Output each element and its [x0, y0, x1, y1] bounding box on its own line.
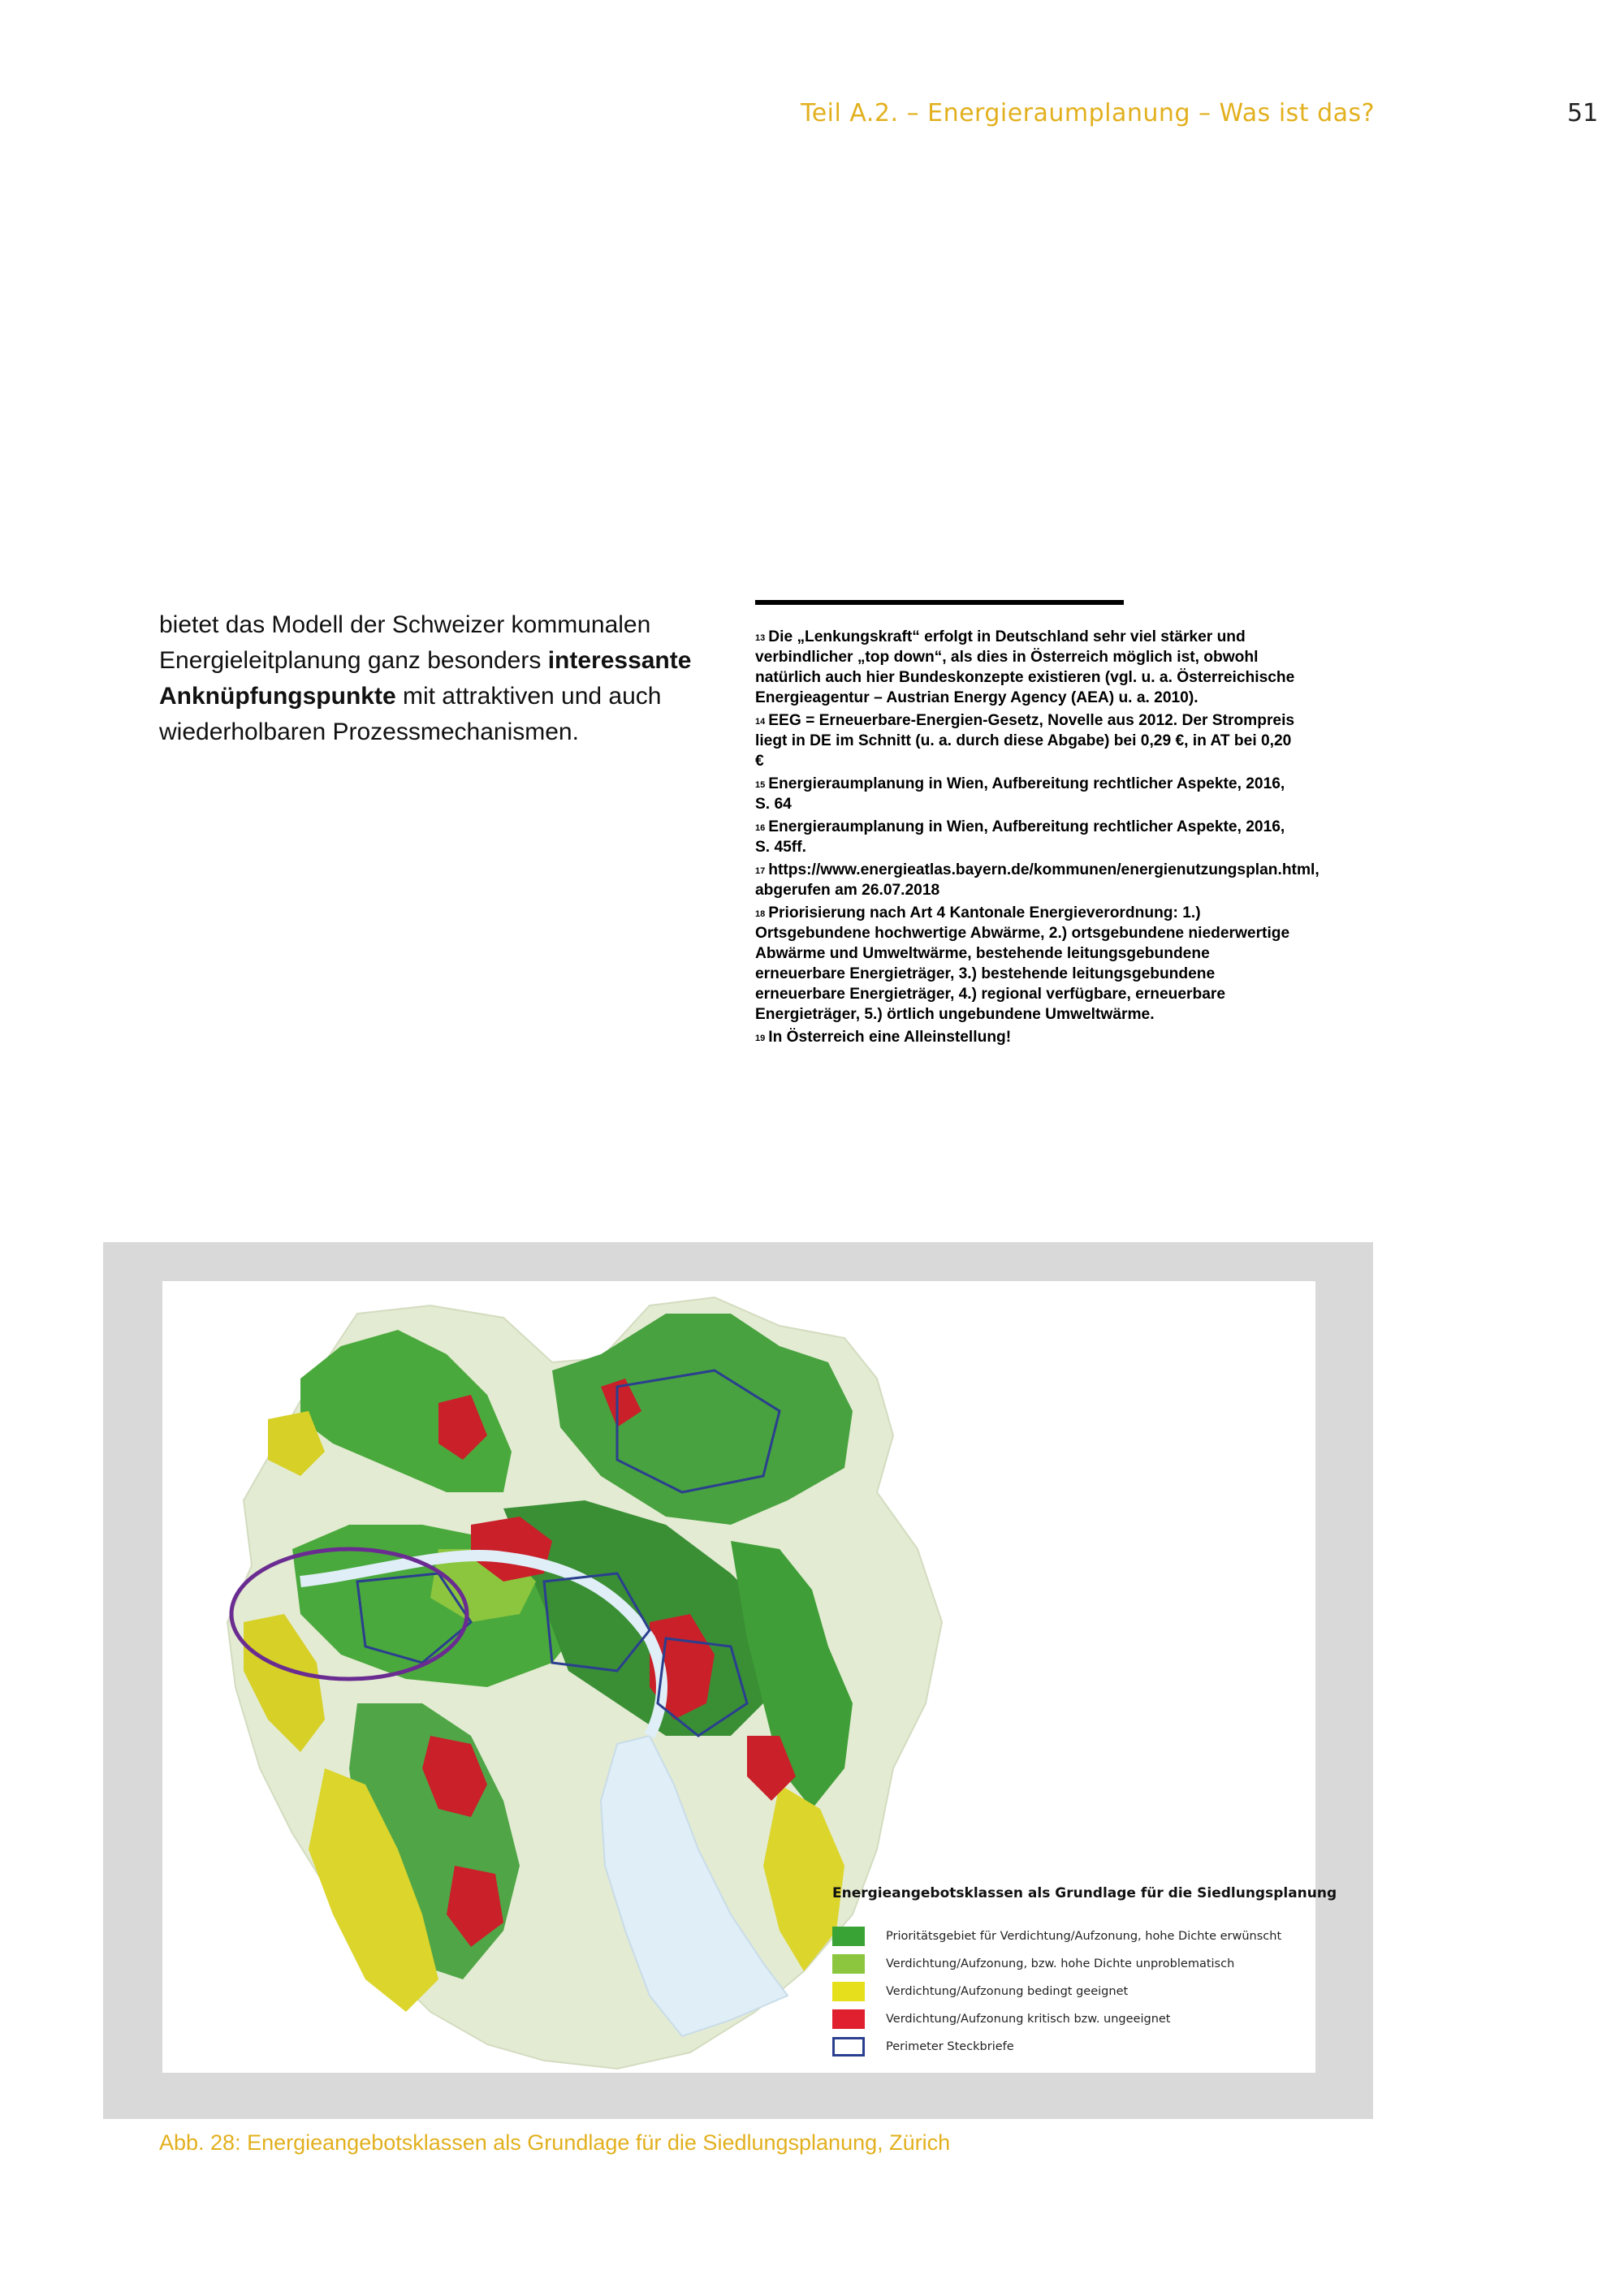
legend-swatch — [832, 1982, 865, 2001]
footnote-text: Priorisierung nach Art 4 Kantonale Energieverordnung: 1.) Ortsgebundene hochwertige Abwärme, 2.) ortsgebundene niederwertige Abwärme und Umweltwärme, bestehende leitungsgebundene erneuerbare Energieträger, 3.) bestehende leitungsgebundene erneuerbare Energieträger, 4.) regional verfügbare, erneuerbare Energieträger, 5.) örtlich ungebundene Umweltwärme. — [755, 904, 1290, 1023]
footnote-text: Energieraumplanung in Wien, Aufbereitung rechtlicher Aspekte, 2016, S. 64 — [755, 775, 1285, 813]
map-legend — [832, 1885, 1337, 2061]
footnote-15 — [755, 774, 1299, 814]
body-paragraph — [159, 607, 711, 750]
footnote-number: 18 — [755, 909, 766, 919]
legend-item — [832, 1978, 1320, 2005]
footnote-text: EEG = Erneuerbare-Energien-Gesetz, Novelle aus 2012. Der Strompreis liegt in DE im Schnitt (u. a. durch diese Abgabe) bei 0,29 €, in AT bei 0,20 € — [755, 712, 1295, 770]
legend-item — [832, 1950, 1320, 1978]
page-number: 51 — [1567, 99, 1599, 127]
footnote-number: 19 — [755, 1034, 766, 1043]
footnote-text: https://www.energieatlas.bayern.de/kommunen/energienutzungsplan.html, abgerufen am 26.07.2018 — [755, 861, 1320, 899]
footnote-divider — [755, 600, 1124, 605]
footnote-number: 16 — [755, 823, 766, 833]
legend-item — [832, 2005, 1320, 2033]
header-section-title: Teil A.2. – Energieraumplanung – Was ist das? — [801, 99, 1376, 127]
footnote-text: In Österreich eine Alleinstellung! — [768, 1029, 1012, 1046]
footnote-number: 15 — [755, 780, 766, 790]
legend-label: Verdichtung/Aufzonung bedingt geeignet — [886, 1985, 1129, 1998]
legend-swatch — [832, 2009, 865, 2029]
footnote-17 — [755, 860, 1320, 900]
footnote-number: 13 — [755, 633, 766, 643]
legend-label: Verdichtung/Aufzonung, bzw. hohe Dichte unproblematisch — [886, 1957, 1235, 1970]
footnote-number: 17 — [755, 866, 766, 876]
footnote-number: 14 — [755, 717, 766, 727]
footnote-text: Die „Lenkungskraft“ erfolgt in Deutschland sehr viel stärker und verbindlicher „top down“, als dies in Österreich möglich ist, obwohl natürlich auch hier Bundeskonzepte existieren (vgl. u. a. Österreichische Energieagentur – Austrian Energy Agency (AEA) u. a. 2010). — [755, 628, 1295, 706]
footnote-14 — [755, 710, 1299, 771]
footnote-18 — [755, 903, 1299, 1025]
footnote-13 — [755, 627, 1299, 708]
legend-label: Prioritätsgebiet für Verdichtung/Aufzonung, hohe Dichte erwünscht — [886, 1930, 1282, 1943]
legend-swatch — [832, 1954, 865, 1974]
legend-swatch — [832, 2037, 865, 2056]
body-text-part2: mit attraktiven und auch wiederholbaren Prozessmechanismen. — [159, 683, 662, 745]
footnote-16 — [755, 817, 1299, 857]
body-text-bold: interessante Anknüpfungspunkte — [159, 647, 692, 710]
legend-item — [832, 1923, 1320, 1950]
legend-item — [832, 2033, 1320, 2061]
legend-title: Energieangebotsklassen als Grundlage für die Siedlungsplanung — [832, 1885, 1337, 1901]
legend-label: Perimeter Steckbriefe — [886, 2040, 1014, 2053]
footnotes — [755, 627, 1320, 1050]
body-text-part1: bietet das Modell der Schweizer kommunalen Energieleitplanung ganz besonders — [159, 611, 651, 674]
figure-caption: Abb. 28: Energieangebotsklassen als Grundlage für die Siedlungsplanung, Zürich — [159, 2130, 951, 2155]
legend-label: Verdichtung/Aufzonung kritisch bzw. ungeeignet — [886, 2013, 1171, 2026]
footnote-text: Energieraumplanung in Wien, Aufbereitung rechtlicher Aspekte, 2016, S. 45ff. — [755, 818, 1285, 856]
footnote-19 — [755, 1027, 1299, 1047]
legend-swatch — [832, 1927, 865, 1946]
